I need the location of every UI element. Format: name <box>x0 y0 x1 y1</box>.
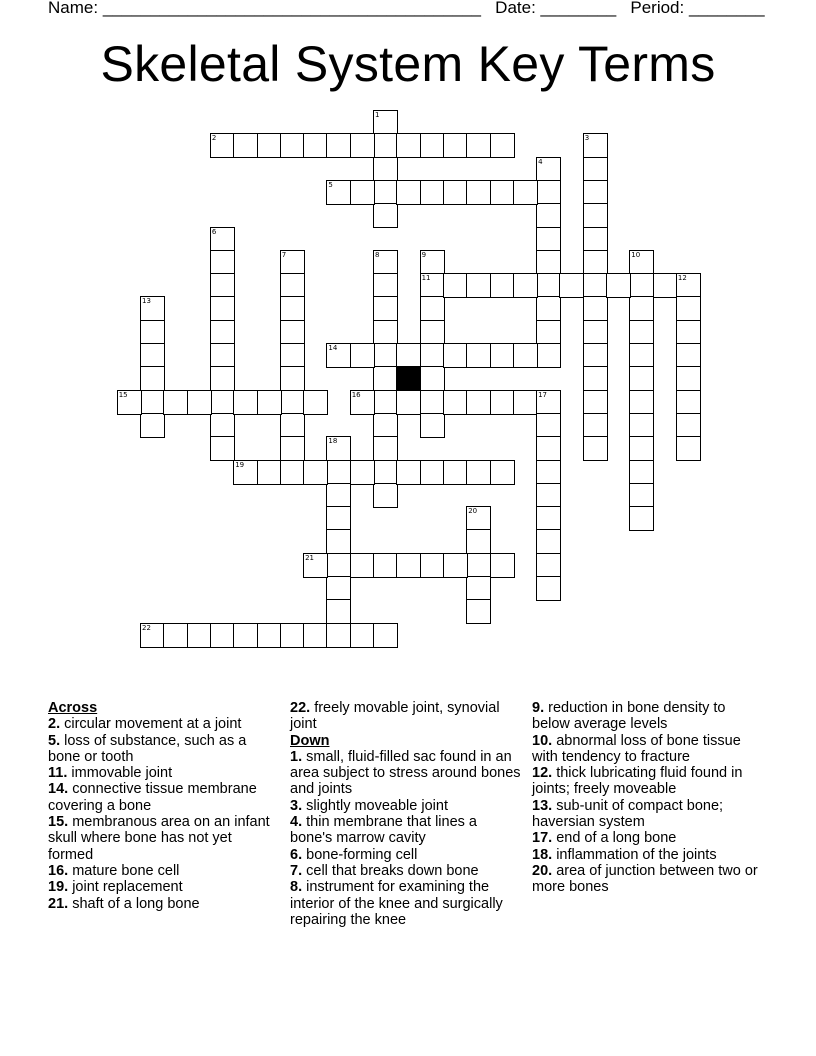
crossword-cell[interactable] <box>420 273 445 298</box>
clue-item <box>48 716 280 732</box>
clue-item <box>290 749 522 798</box>
clue-number: 6 <box>211 227 217 236</box>
clue-text: membranous area on an infant skull where bone has not yet formed <box>48 814 270 863</box>
clue-number-label: 18. <box>532 846 553 863</box>
crossword-cell[interactable] <box>280 460 305 485</box>
crossword-cell[interactable] <box>233 460 258 485</box>
crossword-cell[interactable] <box>163 390 188 415</box>
crossword-cell[interactable] <box>280 623 305 648</box>
clue-column-2 <box>290 700 522 928</box>
clue-item <box>48 765 280 781</box>
clue-text: reduction in bone density to below average levels <box>532 700 726 733</box>
crossword-cell[interactable] <box>466 273 491 298</box>
clue-number-label: 13. <box>532 797 553 814</box>
crossword-cell[interactable] <box>373 180 398 205</box>
crossword-cell[interactable] <box>629 506 654 531</box>
crossword-cell[interactable] <box>303 553 328 578</box>
clue-item <box>532 863 764 896</box>
crossword-cell[interactable] <box>396 553 421 578</box>
clue-text: end of a long bone <box>556 830 677 847</box>
clue-text: thin membrane that lines a bone's marrow cavity <box>290 814 477 847</box>
crossword-cell[interactable] <box>490 343 515 368</box>
clue-text: instrument for examining the interior of the knee and surgically repairing the knee <box>290 879 503 928</box>
crossword-cell[interactable] <box>536 273 561 298</box>
crossword-cell[interactable] <box>536 296 561 321</box>
clue-number: 11 <box>421 274 431 283</box>
crossword-cell[interactable] <box>280 273 305 298</box>
crossword-cell[interactable] <box>513 273 538 298</box>
clue-item <box>48 896 280 912</box>
crossword-cell[interactable] <box>280 296 305 321</box>
crossword-cell[interactable] <box>629 296 654 321</box>
crossword-cell[interactable] <box>326 180 351 205</box>
clue-item <box>532 765 764 798</box>
crossword-cell[interactable] <box>373 460 398 485</box>
crossword-cell[interactable] <box>373 366 398 391</box>
crossword-cell[interactable] <box>536 460 561 485</box>
crossword-cell[interactable] <box>653 273 678 298</box>
crossword-cell[interactable] <box>373 390 398 415</box>
crossword-cell[interactable] <box>257 390 282 415</box>
clue-item <box>290 814 522 847</box>
clue-number: 14 <box>328 344 338 352</box>
crossword-cell[interactable] <box>420 366 445 391</box>
crossword-cell[interactable] <box>210 320 235 345</box>
crossword-cell[interactable] <box>629 460 654 485</box>
crossword-cell[interactable] <box>140 296 165 321</box>
crossword-cell[interactable] <box>420 296 445 321</box>
name-label: Name: <box>48 0 99 17</box>
crossword-cell[interactable] <box>280 390 305 415</box>
clue-column-1 <box>48 700 280 912</box>
clue-item <box>48 814 280 863</box>
clue-item <box>290 847 522 863</box>
crossword-cell[interactable] <box>373 203 398 228</box>
crossword-cell[interactable] <box>676 273 701 298</box>
crossword-cell[interactable] <box>583 180 608 205</box>
crossword-cell[interactable] <box>210 436 235 461</box>
clue-text: area of junction between two or more bones <box>532 862 758 896</box>
crossword-cell[interactable] <box>373 436 398 461</box>
crossword-cell[interactable] <box>536 506 561 531</box>
crossword-cell[interactable] <box>326 599 351 624</box>
crossword-cell[interactable] <box>280 436 305 461</box>
clue-number: 21 <box>305 553 315 562</box>
clue-number-label: 14. <box>48 781 69 798</box>
crossword-cell[interactable] <box>490 460 515 485</box>
clue-number-label: 9. <box>532 700 545 716</box>
crossword-cell[interactable] <box>303 133 328 158</box>
crossword-cell[interactable] <box>583 366 608 391</box>
crossword-cell[interactable] <box>373 623 398 648</box>
clue-text: sub-unit of compact bone; haversian system <box>532 797 724 831</box>
crossword-cell[interactable] <box>583 250 608 275</box>
crossword-cell[interactable] <box>210 296 235 321</box>
crossword-cell[interactable] <box>536 553 561 578</box>
clue-number: 3 <box>584 134 590 143</box>
crossword-cell[interactable] <box>326 133 351 158</box>
crossword-cell[interactable] <box>140 343 165 368</box>
clue-number: 20 <box>468 507 478 516</box>
crossword-cell[interactable] <box>373 157 398 182</box>
crossword-cell[interactable] <box>420 413 445 438</box>
crossword-cell[interactable] <box>303 390 328 415</box>
crossword-cell[interactable] <box>326 623 351 648</box>
period-label: Period: <box>630 0 685 17</box>
crossword-cell[interactable] <box>373 483 398 508</box>
crossword-cell[interactable] <box>280 320 305 345</box>
crossword-cell[interactable] <box>373 133 398 158</box>
crossword-cell[interactable] <box>373 110 398 135</box>
crossword-cell[interactable] <box>396 343 421 368</box>
clue-number: 13 <box>142 297 151 306</box>
clue-item <box>532 798 764 831</box>
crossword-cell[interactable] <box>490 273 515 298</box>
clue-number-label: 15. <box>48 814 69 831</box>
crossword-cell[interactable] <box>536 483 561 508</box>
clue-text: joint replacement <box>72 879 183 896</box>
crossword-cell[interactable] <box>233 133 258 158</box>
crossword-cell[interactable] <box>210 250 235 275</box>
crossword-cell[interactable] <box>583 413 608 438</box>
crossword-cell[interactable] <box>350 460 375 485</box>
clue-text: circular movement at a joint <box>64 716 242 733</box>
crossword-cell[interactable] <box>326 343 351 368</box>
crossword-cell[interactable] <box>326 460 351 485</box>
crossword-cell[interactable] <box>629 250 654 275</box>
crossword-cell[interactable] <box>257 623 282 648</box>
crossword-cell[interactable] <box>420 390 445 415</box>
clue-column-3 <box>532 700 764 896</box>
crossword-cell[interactable] <box>536 157 561 182</box>
crossword-cell[interactable] <box>466 133 491 158</box>
crossword-cell[interactable] <box>629 436 654 461</box>
crossword-cell[interactable] <box>513 343 538 368</box>
crossword-cell[interactable] <box>443 390 468 415</box>
crossword-cell[interactable] <box>536 343 561 368</box>
page-title: Skeletal System Key Terms <box>100 36 716 92</box>
crossword-cell[interactable] <box>187 623 212 648</box>
crossword-cell[interactable] <box>350 623 375 648</box>
clue-number-label: 2. <box>48 716 61 733</box>
crossword-cell[interactable] <box>210 413 235 438</box>
crossword-cell[interactable] <box>187 390 212 415</box>
clue-item <box>290 700 522 733</box>
crossword-cell[interactable] <box>583 203 608 228</box>
clue-text: inflammation of the joints <box>556 846 717 863</box>
crossword-cell[interactable] <box>513 390 538 415</box>
clue-text: shaft of a long bone <box>72 895 200 912</box>
clue-number: 17 <box>538 390 548 399</box>
crossword-cell[interactable] <box>140 623 165 648</box>
crossword-cell[interactable] <box>326 529 351 554</box>
crossword-cell[interactable] <box>350 343 375 368</box>
crossword-cell[interactable] <box>443 273 468 298</box>
clue-number: 8 <box>375 250 380 259</box>
crossword-cell[interactable] <box>629 413 654 438</box>
crossword-cell[interactable] <box>676 436 701 461</box>
crossword-cell[interactable] <box>490 390 515 415</box>
clue-number-label: 4. <box>290 814 303 831</box>
crossword-cell[interactable] <box>629 273 654 298</box>
crossword-cell[interactable] <box>443 460 468 485</box>
date-label: Date: <box>495 0 536 17</box>
crossword-cell[interactable] <box>396 460 421 485</box>
clue-text: thick lubricating fluid found in joints; freely moveable <box>532 765 743 798</box>
name-blank[interactable]: ________________________________________ <box>102 0 481 17</box>
clue-number: 7 <box>281 250 287 259</box>
crossword-cell[interactable] <box>559 273 584 298</box>
clue-number-label: 11. <box>48 765 68 782</box>
crossword-cell[interactable] <box>420 343 445 368</box>
clue-item <box>532 830 764 846</box>
crossword-cell[interactable] <box>350 390 375 415</box>
crossword-cell[interactable] <box>536 576 561 601</box>
crossword-cell[interactable] <box>676 320 701 345</box>
period-blank[interactable]: ________ <box>688 0 765 17</box>
clue-text: mature bone cell <box>72 862 180 879</box>
clue-number: 22 <box>142 623 151 632</box>
crossword-cell[interactable] <box>420 180 445 205</box>
clue-item <box>290 879 522 928</box>
crossword-cell[interactable] <box>466 506 491 531</box>
crossword-cell[interactable] <box>280 250 305 275</box>
across-heading: Across <box>48 700 98 716</box>
clue-item <box>290 798 522 814</box>
crossword-cell[interactable] <box>140 413 165 438</box>
crossword-cell[interactable] <box>583 227 608 252</box>
clue-number-label: 21. <box>48 895 69 912</box>
crossword-cell[interactable] <box>490 553 515 578</box>
crossword-cell[interactable] <box>443 343 468 368</box>
crossword-cell[interactable] <box>629 320 654 345</box>
clue-item <box>48 781 280 814</box>
crossword-cell[interactable] <box>420 460 445 485</box>
crossword-cell[interactable] <box>326 553 351 578</box>
crossword-cell[interactable] <box>350 133 375 158</box>
crossword-cell[interactable] <box>536 180 561 205</box>
crossword-cell[interactable] <box>466 553 491 578</box>
crossword-cell[interactable] <box>583 320 608 345</box>
clue-number: 12 <box>677 274 687 283</box>
crossword-cell[interactable] <box>350 180 375 205</box>
crossword-cell[interactable] <box>676 296 701 321</box>
clue-text: loss of substance, such as a bone or tooth <box>48 732 247 765</box>
crossword-cell[interactable] <box>257 133 282 158</box>
crossword-cell[interactable] <box>210 227 235 252</box>
crossword-cell[interactable] <box>280 366 305 391</box>
crossword-cell[interactable] <box>373 553 398 578</box>
crossword-cell[interactable] <box>326 576 351 601</box>
clue-number-label: 20. <box>532 862 553 879</box>
crossword-cell[interactable] <box>443 553 468 578</box>
crossword-cell[interactable] <box>536 227 561 252</box>
crossword-cell[interactable] <box>163 623 188 648</box>
crossword-cell[interactable] <box>513 180 538 205</box>
crossword-cell[interactable] <box>373 343 398 368</box>
crossword-cell[interactable] <box>326 506 351 531</box>
crossword-cell[interactable] <box>583 133 608 158</box>
crossword-cell[interactable] <box>629 343 654 368</box>
date-blank[interactable]: ________ <box>540 0 617 17</box>
crossword-cell[interactable] <box>420 250 445 275</box>
crossword-cell[interactable] <box>629 366 654 391</box>
clue-number: 10 <box>631 250 641 259</box>
clue-number-label: 1. <box>290 748 303 765</box>
clue-number: 18 <box>328 437 338 446</box>
clue-item <box>48 863 280 879</box>
clue-number: 5 <box>328 180 333 189</box>
crossword-cell[interactable] <box>420 133 445 158</box>
crossword-cell[interactable] <box>466 529 491 554</box>
crossword-cell[interactable] <box>373 296 398 321</box>
clue-number: 9 <box>421 250 427 259</box>
crossword-cell[interactable] <box>373 250 398 275</box>
clue-number-label: 6. <box>290 846 303 863</box>
crossword-cell[interactable] <box>257 460 282 485</box>
crossword-cell[interactable] <box>373 413 398 438</box>
clue-text: small, fluid-filled sac found in an area subject to stress around bones and joints <box>290 748 521 798</box>
clue-text: connective tissue membrane covering a bone <box>48 781 257 814</box>
crossword-cell[interactable] <box>443 133 468 158</box>
clue-number-label: 16. <box>48 862 69 879</box>
crossword-cell[interactable] <box>606 273 631 298</box>
crossword-cell[interactable] <box>536 529 561 554</box>
clue-number-label: 8. <box>290 879 303 896</box>
crossword-cell[interactable] <box>140 366 165 391</box>
crossword-cell[interactable] <box>326 483 351 508</box>
crossword-cell[interactable] <box>210 273 235 298</box>
crossword-cell[interactable] <box>676 413 701 438</box>
crossword-cell[interactable] <box>396 390 421 415</box>
crossword-cell[interactable] <box>583 157 608 182</box>
crossword-cell[interactable] <box>350 553 375 578</box>
crossword-cell[interactable] <box>303 623 328 648</box>
crossword-cell[interactable] <box>420 320 445 345</box>
crossword-cell[interactable] <box>396 133 421 158</box>
crossword-cell[interactable] <box>420 553 445 578</box>
clue-text: slightly moveable joint <box>306 797 448 814</box>
crossword-cell[interactable] <box>210 343 235 368</box>
crossword-cell[interactable] <box>536 203 561 228</box>
crossword-cell[interactable] <box>676 343 701 368</box>
crossword-cell[interactable] <box>536 390 561 415</box>
crossword-cell[interactable] <box>490 180 515 205</box>
crossword-cell[interactable] <box>466 599 491 624</box>
clue-number: 16 <box>351 390 361 399</box>
crossword-cell[interactable] <box>583 390 608 415</box>
crossword-cell[interactable] <box>210 623 235 648</box>
clue-text: cell that breaks down bone <box>306 862 479 879</box>
crossword-cell[interactable] <box>303 460 328 485</box>
crossword-cell[interactable] <box>466 180 491 205</box>
crossword-cell[interactable] <box>140 390 165 415</box>
clue-text: freely movable joint, synovial joint <box>290 700 500 733</box>
crossword-cell[interactable] <box>583 296 608 321</box>
clue-item <box>532 847 764 863</box>
clue-number-label: 17. <box>532 830 553 847</box>
clue-number-label: 10. <box>532 732 553 749</box>
crossword-cell[interactable] <box>629 390 654 415</box>
clue-number: 19 <box>235 460 245 469</box>
clue-number: 15 <box>118 390 128 399</box>
crossword-cell[interactable] <box>583 343 608 368</box>
crossword-cell[interactable] <box>536 250 561 275</box>
clue-text: abnormal loss of bone tissue with tendency to fracture <box>532 732 741 765</box>
crossword-cell[interactable] <box>233 623 258 648</box>
clue-number-label: 19. <box>48 879 69 896</box>
crossword-cell[interactable] <box>536 436 561 461</box>
clue-number: 1 <box>375 111 380 119</box>
clue-number-label: 22. <box>290 700 311 716</box>
crossword-cell[interactable] <box>629 483 654 508</box>
crossword-cell[interactable] <box>373 320 398 345</box>
clue-number: 2 <box>211 134 217 143</box>
crossword-cell[interactable] <box>536 413 561 438</box>
crossword-cell[interactable] <box>676 366 701 391</box>
crossword-cell[interactable] <box>490 133 515 158</box>
crossword-cell[interactable] <box>280 343 305 368</box>
clue-item <box>48 879 280 895</box>
crossword-cell[interactable] <box>466 390 491 415</box>
clue-text: bone-forming cell <box>306 846 418 863</box>
crossword-cell[interactable] <box>233 390 258 415</box>
down-heading: Down <box>290 732 330 749</box>
crossword-cell[interactable] <box>466 460 491 485</box>
crossword-cell[interactable] <box>210 366 235 391</box>
clue-item <box>48 733 280 766</box>
crossword-cell[interactable] <box>210 133 235 158</box>
clue-item <box>532 733 764 766</box>
crossword-cell[interactable] <box>396 180 421 205</box>
crossword-cell[interactable] <box>140 320 165 345</box>
crossword-cell[interactable] <box>466 576 491 601</box>
crossword-cell[interactable] <box>280 413 305 438</box>
crossword-cell[interactable] <box>536 320 561 345</box>
crossword-cell[interactable] <box>117 390 142 415</box>
clue-item <box>290 863 522 879</box>
crossword-cell[interactable] <box>583 436 608 461</box>
crossword-cell[interactable] <box>443 180 468 205</box>
clue-number-label: 3. <box>290 797 303 814</box>
crossword-cell[interactable] <box>676 390 701 415</box>
clue-item <box>532 700 764 733</box>
clue-text: immovable joint <box>71 765 173 782</box>
crossword-cell[interactable] <box>466 343 491 368</box>
clue-number-label: 12. <box>532 765 553 782</box>
crossword-cell[interactable] <box>326 436 351 461</box>
clue-number: 4 <box>538 157 543 166</box>
crossword-cell[interactable] <box>280 133 305 158</box>
crossword-cell[interactable] <box>583 273 608 298</box>
crossword-cell[interactable] <box>210 390 235 415</box>
clue-number-label: 7. <box>290 862 303 879</box>
black-square <box>396 366 421 391</box>
clue-number-label: 5. <box>48 732 61 749</box>
crossword-cell[interactable] <box>373 273 398 298</box>
